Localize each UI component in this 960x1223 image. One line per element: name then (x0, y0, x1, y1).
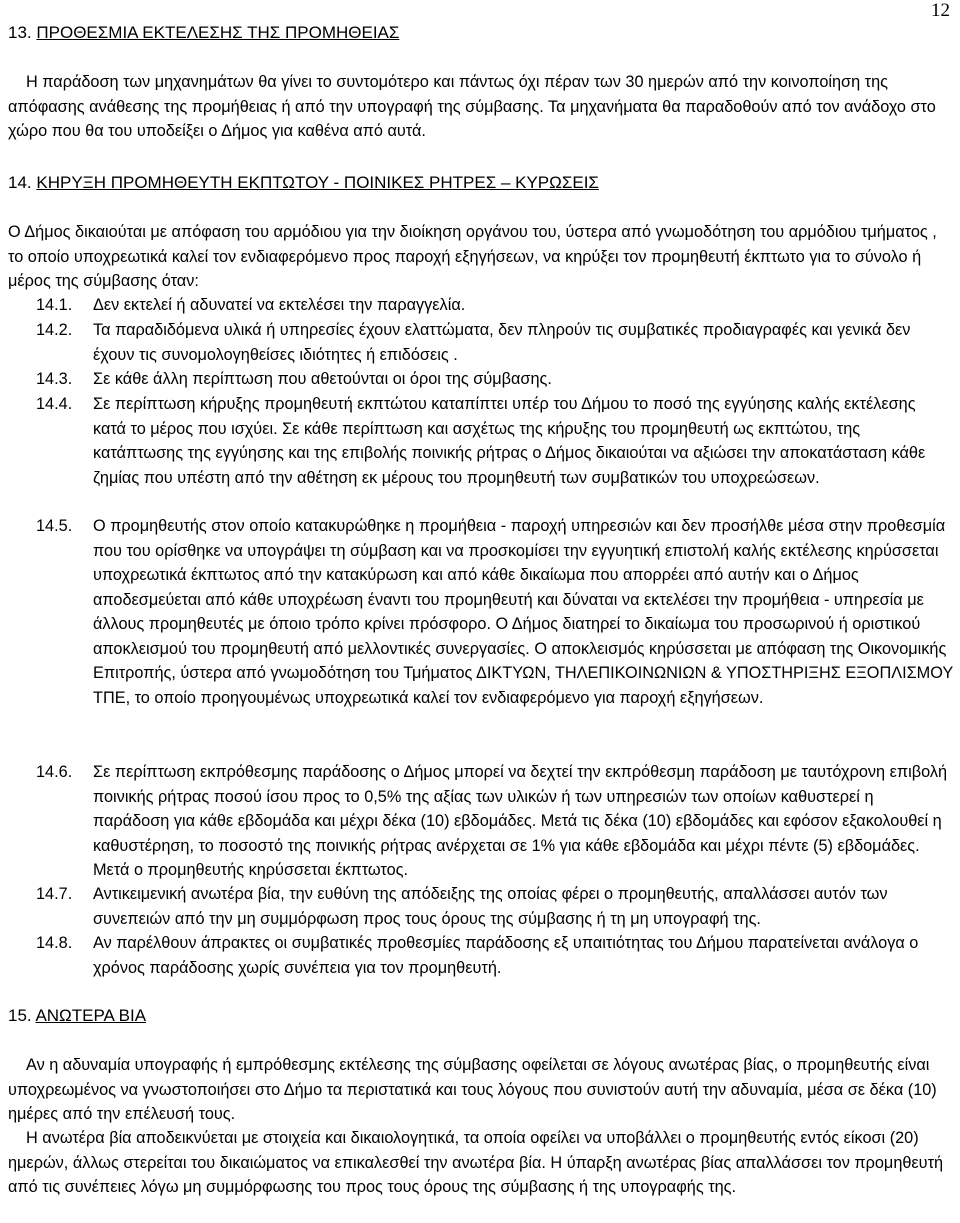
item-number: 14.3. (36, 370, 73, 388)
section-14-number: 14. (8, 173, 32, 192)
page-number: 12 (931, 0, 950, 21)
item-text: Ο προμηθευτής στον οποίο κατακυρώθηκε η προμήθεια - παροχή υπηρεσιών και δεν προσήλθε μέσα στην προθεσμία που του ορίσθηκε να υπογράψει τη σύμβαση και να προσκομίσει την εγγυητική επιστολή καλής εκτέλεσης κηρύσσεται υποχρεωτικά έκπτωτος από την κατακύρωση και από κάθε δικαίωμα που απορρέει από αυτήν και ο Δήμος αποδεσμεύεται από κάθε υποχρέωση έναντι του προμηθευτή και δύναται να εκτελέσει την προμήθεια - υπηρεσία με άλλους προμηθευτές με όποιο τρόπο κρίνει πρόσφορο. Ο Δήμος διατηρεί το δικαίωμα του προσωρινού ή οριστικού αποκλεισμού του προμηθευτή από μελλοντικές συνεργασίες. Ο αποκλεισμός κηρύσσεται με απόφαση της Οικονομικής Επιτροπής, ύστερα από γνωμοδότηση του Τμήματος ΔΙΚΤΥΩΝ, ΤΗΛΕΠΙΚΟΙΝΩΝΙΩΝ & ΥΠΟΣΤΗΡΙΞΗΣ ΕΞΟΠΛΙΣΜΟΥ ΤΠΕ, το οποίο προηγουμένως υποχρεωτικά καλεί τον ενδιαφερόμενο για παροχή εξηγήσεων. (93, 517, 953, 707)
item-text: Τα παραδιδόμενα υλικά ή υπηρεσίες έχουν ελαττώματα, δεν πληρούν τις συμβατικές προδιαγραφές και γενικά δεν έχουν τις συνομολογηθείσες ιδιότητες ή επιδόσεις . (93, 321, 911, 364)
section-15-paragraph-2: Η ανωτέρα βία αποδεικνύεται με στοιχεία και δικαιολογητικά, τα οποία οφείλει να υποβάλλει ο προμηθευτής εντός είκοσι (20) ημερών, άλλως στερείται του δικαιώματος να επικαλεσθεί την ανωτέρα βία. Η ύπαρξη ανωτέρας βίας απαλλάσσει τον προμηθευτή από τις συνέπειες λόγω μη συμμόρφωσης του προς τους όρους της σύμβασης ή της υπογραφής της. (8, 1129, 944, 1196)
item-text: Δεν εκτελεί ή αδυνατεί να εκτελέσει την παραγγελία. (93, 296, 466, 314)
item-text: Αντικειμενική ανωτέρα βία, την ευθύνη της απόδειξης της οποίας φέρει ο προμηθευτής, απαλλάσσει αυτόν των συνεπειών από την μη συμμόρφωση προς τους όρους της σύμβασης ή τη μη υπογραφή της. (93, 885, 888, 928)
item-number: 14.1. (36, 296, 73, 314)
item-number: 14.4. (36, 395, 73, 413)
section-13-paragraph: Η παράδοση των μηχανημάτων θα γίνει το συντομότερο και πάντως όχι πέραν των 30 ημερών από την κοινοποίηση της απόφασης ανάθεσης της προμήθειας ή από την υπογραφή της σύμβασης. Τα μηχανήματα θα παραδοθούν από τον ανάδοχο στο χώρο που θα του υποδείξει ο Δήμος για καθένα από αυτά. (8, 73, 936, 140)
item-text: Σε περίπτωση εκπρόθεσμης παράδοσης ο Δήμος μπορεί να δεχτεί την εκπρόθεσμη παράδοση με ταυτόχρονη επιβολή ποινικής ρήτρας ποσού ίσου προς το 0,5% της αξίας των υλικών ή των υπηρεσιών των οποίων καθυστερεί η παράδοση για κάθε εβδομάδα και μέχρι δέκα (10) εβδομάδες. Μετά τις δέκα (10) εβδομάδες και εφόσον εξακολουθεί η καθυστέρηση, το ποσοστό της ποινικής ρήτρας ανέρχεται σε 1% για κάθε εβδομάδα και μέχρι πέντε (5) εβδομάδες. Μετά ο προμηθευτής κηρύσσεται έκπτωτος. (93, 763, 948, 879)
section-15-title: ΑΝΩΤΕΡΑ ΒΙΑ (35, 1006, 147, 1025)
section-15-number: 15. (8, 1006, 32, 1025)
section-15-paragraph-1: Αν η αδυναμία υπογραφής ή εμπρόθεσμης εκτέλεσης της σύμβασης οφείλεται σε λόγους ανωτέρας βίας, ο προμηθευτής είναι υποχρεωμένος να γνωστοποιήσει στο Δήμο τα περιστατικά και τους λόγους που συνιστούν αυτή την αδυναμία, μέσα σε δέκα (10) ημέρες από την επέλευσή τους. (8, 1056, 937, 1123)
item-number: 14.8. (36, 934, 73, 952)
section-15-heading (8, 1005, 146, 1027)
item-text: Σε κάθε άλλη περίπτωση που αθετούνται οι όροι της σύμβασης. (93, 370, 552, 388)
section-14-heading (8, 172, 599, 194)
section-14-title: ΚΗΡΥΞΗ ΠΡΟΜΗΘΕΥΤΗ ΕΚΠΤΩΤΟΥ - ΠΟΙΝΙΚΕΣ ΡΗΤΡΕΣ – ΚΥΡΩΣΕΙΣ (36, 173, 599, 192)
section-13-number: 13. (8, 23, 32, 42)
item-text: Αν παρέλθουν άπρακτες οι συμβατικές προθεσμίες παράδοσης εξ υπαιτιότητας του Δήμου παρατείνεται ανάλογα ο χρόνος παράδοσης χωρίς συνέπεια για τον προμηθευτή. (93, 934, 919, 977)
section-13-heading (8, 22, 399, 44)
item-number: 14.2. (36, 321, 73, 339)
item-text: Σε περίπτωση κήρυξης προμηθευτή εκπτώτου καταπίπτει υπέρ του Δήμου το ποσό της εγγύησης καλής εκτέλεσης κατά το μέρος που ισχύει. Σε κάθε περίπτωση και ασχέτως της κήρυξης του προμηθευτή ως εκπτώτου, της κατάπτωσης της εγγύησης και της επιβολής ποινικής ρήτρας ο Δήμος δικαιούται να αξιώσει την αποκατάσταση κάθε ζημίας που υπέστη από την αθέτηση εκ μέρους του προμηθευτή των συμβατικών του υποχρεώσεων. (93, 395, 926, 487)
item-number: 14.5. (36, 517, 73, 535)
item-number: 14.7. (36, 885, 73, 903)
section-14-intro: Ο Δήμος δικαιούται με απόφαση του αρμόδιου για την διοίκηση οργάνου του, ύστερα από γνωμοδότηση του αρμόδιου τμήματος , το οποίο υποχρεωτικά καλεί τον ενδιαφερόμενο προς παροχή εξηγήσεων, να κηρύξει τον προμηθευτή έκπτωτο για το σύνολο ή μέρος της σύμβασης όταν: (8, 223, 937, 290)
section-13-title: ΠΡΟΘΕΣΜΙΑ ΕΚΤΕΛΕΣΗΣ ΤΗΣ ΠΡΟΜΗΘΕΙΑΣ (36, 23, 400, 42)
item-number: 14.6. (36, 763, 73, 781)
